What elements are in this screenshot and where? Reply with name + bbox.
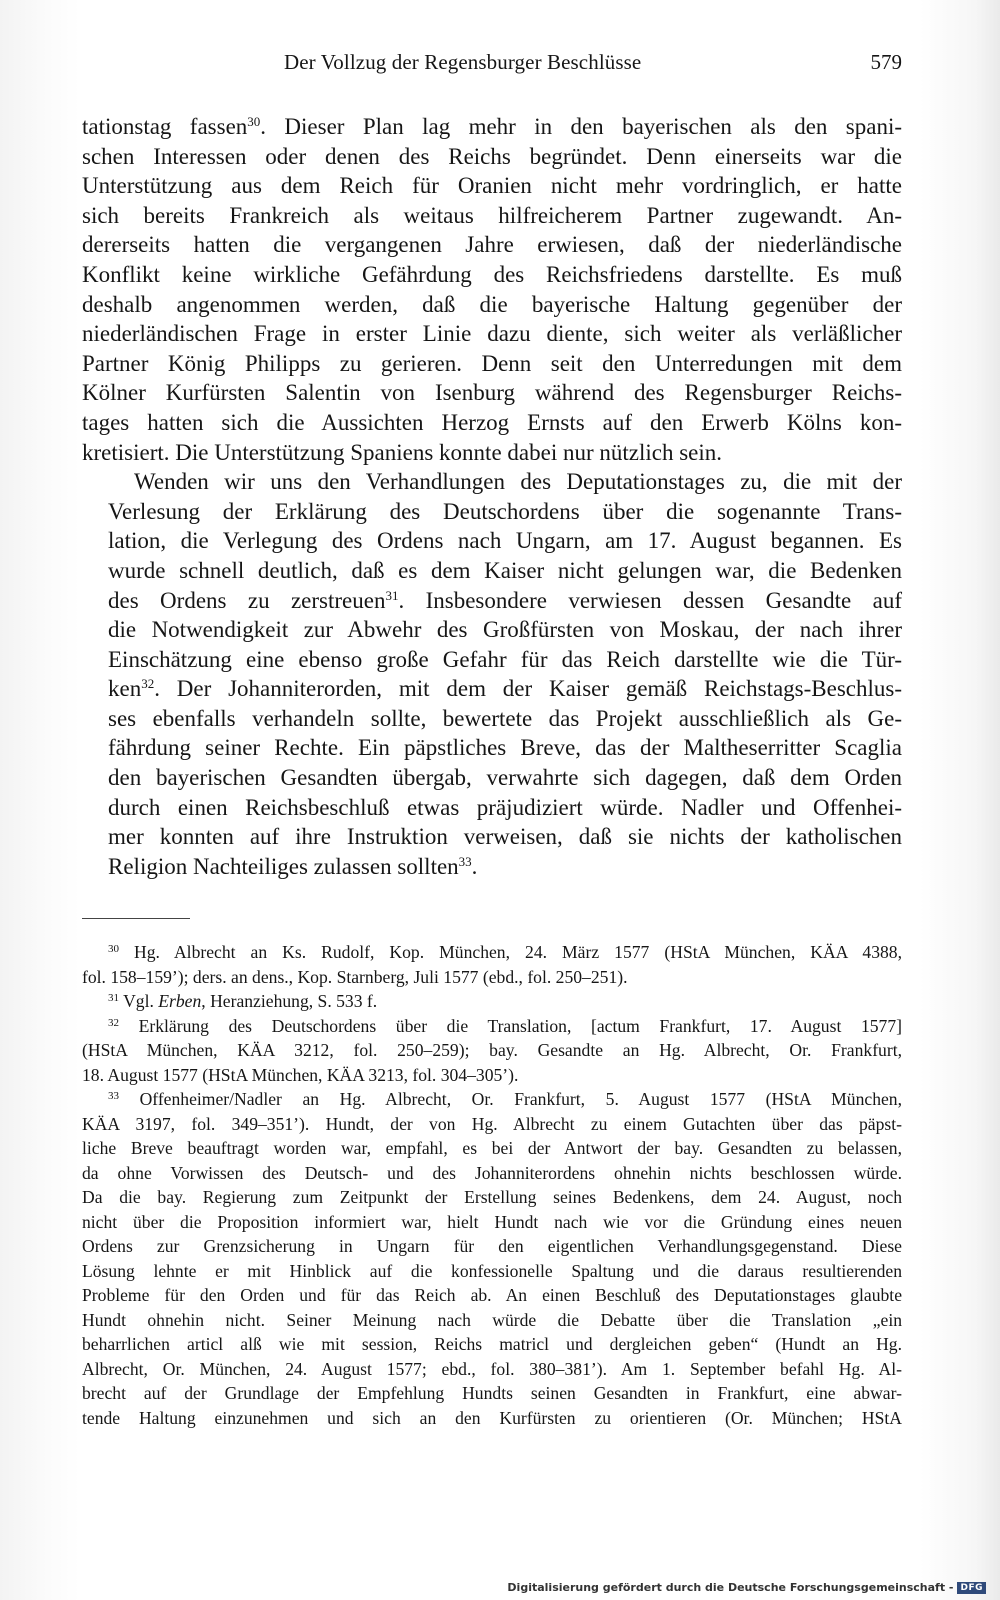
digitization-credit [507,1581,986,1594]
footnote-line: (HStA München, KÄA 3212, fol. 250–259); bay. Gesandte an Hg. Albrecht, Or. Frankfurt, [82,1040,902,1060]
footnote-ref-33[interactable]: 33 [458,853,472,869]
footnote-31 [82,989,902,1014]
running-title: Der Vollzug der Regensburger Beschlüsse [284,50,642,74]
text-line: ses ebenfalls verhandeln sollte, bewertete das Projekt ausschließlich als Ge- [108,705,902,731]
footnote-line: $^{31}$ Vgl. Erben, Heranziehung, S. 533 f. [108,991,378,1011]
footnote-33 [82,1087,902,1430]
text-line: lation, die Verlegung des Ordens nach Ungarn, am 17. August begannen. Es [108,528,902,554]
text-line: Kölner Kurfürsten Salentin von Isenburg während des Regensburger Reichs- [82,380,902,406]
footnote-line: $^{30}$ Hg. Albrecht an Ks. Rudolf, Kop. München, 24. März 1577 (HStA München, KÄA 4388, [108,942,902,962]
text-line: Konflikt keine wirkliche Gefährdung des Reichsfriedens darstellte. Es muß [82,261,902,287]
text-line: ken$^{32}$. Der Johanniterorden, mit dem der Kaiser gemäß Reichstags-Beschlus- [108,676,902,702]
text-line: deshalb angenommen werden, daß die bayerische Haltung gegenüber der [82,291,902,317]
footnote-30 [82,940,902,989]
footnote-line: brecht auf der Grundlage der Empfehlung Hundts seinen Gesandten in Frankfurt, eine abwar- [82,1383,902,1403]
footnote-line: KÄA 3197, fol. 349–351’). Hundt, der von Hg. Albrecht zu einem Gutachten über das päpst- [82,1113,902,1134]
footnote-line: 18. August 1577 (HStA München, KÄA 3213, fol. 304–305’). [82,1064,519,1085]
text-line: Unterstützung aus dem Reich für Oranien nicht mehr vordringlich, er hatte [82,173,902,199]
footnote-line: $^{32}$ Erklärung des Deutschordens über die Translation, [actum Frankfurt, 17. August 1577] [108,1015,902,1036]
footnote-separator [82,918,190,919]
text-line: dererseits hatten die vergangenen Jahre erwiesen, daß der niederländische [82,232,902,258]
footnote-line: $^{33}$ Offenheimer/Nadler an Hg. Albrecht, Or. Frankfurt, 5. August 1577 (HStA München, [108,1089,902,1109]
text-line: niederländischen Frage in erster Linie dazu diente, sich weiter als verläßlicher [82,321,902,347]
text-line: Religion Nachteiliges zulassen sollten$^{33}$. [108,853,478,879]
footnote-line: Lösung lehnte er mit Hinblick auf die konfessionelle Spaltung und die daraus resultierenden [82,1260,902,1281]
text-line: tages hatten sich die Aussichten Herzog Ernsts auf den Erwerb Kölns kon- [82,409,902,435]
page-number: 579 [870,50,902,74]
footnote-line: Da die bay. Regierung zum Zeitpunkt der Erstellung seines Bedenkens, dem 24. August, noch [82,1187,902,1207]
text-line: den bayerischen Gesandten übergab, verwahrte sich dagegen, daß dem Orden [108,765,902,791]
footnote-line: liche Breve beauftragt worden war, empfahl, es bei der Antwort der bay. Gesandten zu belassen, [82,1138,902,1158]
main-text [82,112,902,881]
footnote-ref-30[interactable]: 30 [247,114,261,129]
dfg-logo: DFG [957,1582,986,1594]
text-line: Partner König Philipps zu gerieren. Denn seit den Unterredungen mit dem [82,350,902,376]
text-line: die Notwendigkeit zur Abwehr des Großfürsten von Moskau, der nach ihrer [108,617,902,643]
paragraph-2 [82,467,902,881]
text-line: wurde schnell deutlich, daß es dem Kaiser nicht gelungen war, die Bedenken [108,557,902,583]
text-line: sich bereits Frankreich als weitaus hilfreicherem Partner zugewandt. An- [82,202,902,228]
footnote-line: Ordens zur Grenzsicherung in Ungarn für den eigentlichen Verhandlungsgegenstand. Diese [82,1236,902,1256]
footnote-line: tende Haltung einzunehmen und sich an den Kurfürsten zu orientieren (Or. München; HStA [82,1407,902,1428]
footnote-line: Hundt ohnehin nicht. Seiner Meinung nach würde die Debatte über die Translation „ein [82,1309,902,1330]
footnote-line: fol. 158–159’); ders. an dens., Kop. Starnberg, Juli 1577 (ebd., fol. 250–251). [82,966,628,987]
text-line: schen Interessen oder denen des Reichs begründet. Denn einerseits war die [82,143,902,169]
footnote-line: beharrlichen articl alß wie mit session, Reichs matricl und dergleichen geben“ (Hundt an Hg. [82,1334,902,1354]
footnote-line: da ohne Vorwissen des Deutsch- und des Johanniterordens ohnehin nichts beschlossen würde. [82,1162,902,1183]
text-line: Verlesung der Erklärung des Deutschordens über die sogenannte Trans- [108,498,902,524]
footnote-line: Albrecht, Or. München, 24. August 1577; ebd., fol. 380–381’). Am 1. September befahl Hg. Al- [82,1358,902,1379]
text-line: des Ordens zu zerstreuen$^{31}$. Insbesondere verwiesen dessen Gesandte auf [108,587,903,613]
footnote-line: Probleme für den Orden und für das Reich ab. An einen Beschluß des Deputationstages glaubte [82,1285,902,1305]
footnote-ref-32[interactable]: 32 [141,676,155,692]
footnote-line: nicht über die Proposition informiert war, hielt Hundt nach wie vor die Gründung eines neuen [82,1211,902,1232]
text-line: Wenden wir uns den Verhandlungen des Deputationstages zu, die mit der [134,469,902,495]
text-line: fährdung seiner Rechte. Ein päpstliches Breve, das der Maltheserritter Scaglia [108,735,902,761]
running-header [82,50,902,82]
footnote-ref-31[interactable]: 31 [385,587,399,603]
text-line: durch einen Reichsbeschluß etwas präjudiziert würde. Nadler und Offenhei- [108,794,902,820]
footnote-32 [82,1014,902,1088]
credit-text: Digitalisierung gefördert durch die Deutsche Forschungsgemeinschaft - [507,1581,954,1594]
paragraph-1 [82,112,902,467]
footnotes [82,940,902,1430]
text-line: kretisiert. Die Unterstützung Spaniens konnte dabei nur nützlich sein. [82,439,723,465]
text-line: Einschätzung eine ebenso große Gefahr für das Reich darstellte wie die Tür- [108,646,902,672]
text-line: mer konnten auf ihre Instruktion verweisen, daß sie nichts der katholischen [108,824,902,850]
text-line: tationstag fassen$^{30}$. Dieser Plan lag mehr in den bayerischen als den spani- [82,114,902,139]
